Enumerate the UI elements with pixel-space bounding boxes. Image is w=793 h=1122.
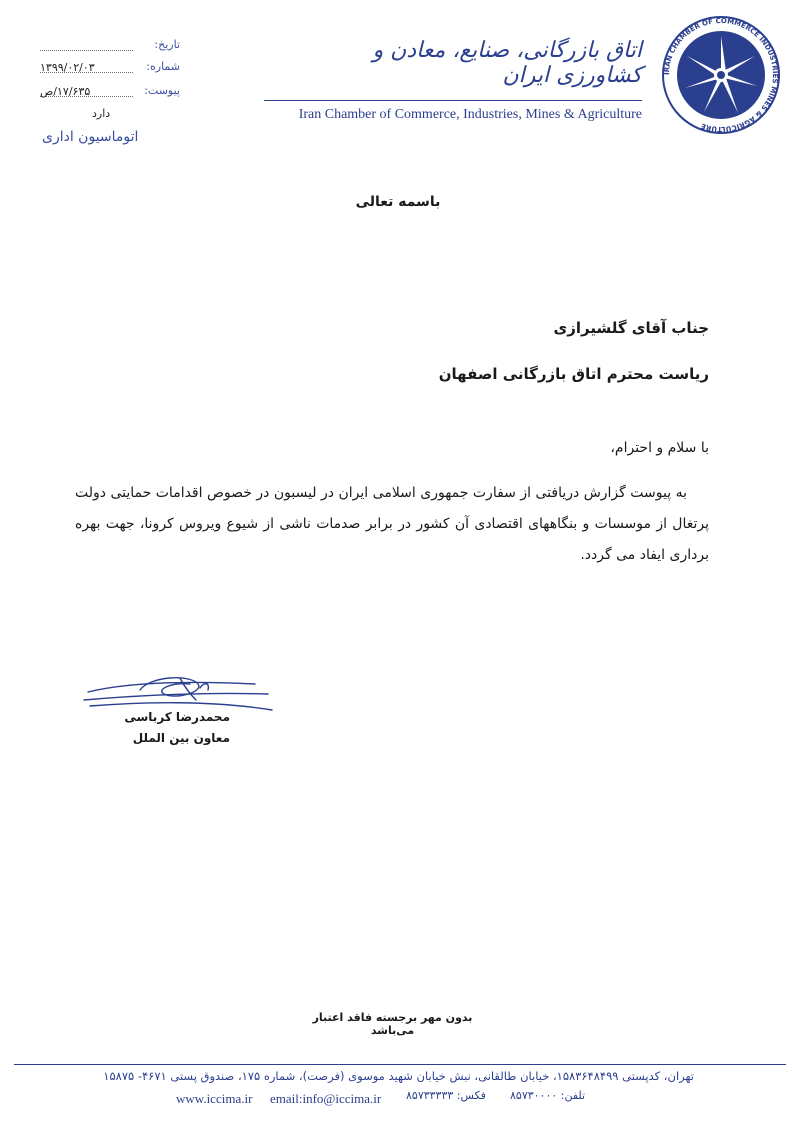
letter-body-paragraph: به پیوست گزارش دریافتی از سفارت جمهوری اسلامی ایران در لیسبون در خصوص اقدامات حمایتی دولت پرتغال از موسسات و بنگاههای اقتصادی آن کشور در برابر صدمات ناشی از شیوع ویروس کرونا، جهت بهره برداری ایفاد می گردد. (75, 485, 709, 563)
chamber-logo-icon (660, 14, 782, 136)
footer-address: تهران، کدپستی ۱۵۸۳۶۴۸۴۹۹، خیابان طالقانی، نبش خیابان شهید موسوی (فرصت)، شماره ۱۷۵، صندوق پستی ۴۶۷۱- ۱۵۸۷۵ (103, 1069, 694, 1083)
number-value: ۱۳۹۹/۰۲/۰۳ (40, 61, 95, 74)
footer-email: email:info@iccima.ir (270, 1091, 382, 1106)
brand-name-persian: اتاق بازرگانی، صنایع، معادن و کشاورزی ایران (372, 38, 642, 88)
attachment-dotted-line (40, 96, 133, 97)
addressee-name: جناب آقای گلشیرازی (553, 319, 709, 337)
number-label: شماره: (146, 60, 180, 73)
bismillah-heading: باسمه تعالی (355, 194, 441, 210)
footer-website: www.iccima.ir (176, 1091, 253, 1106)
attachment-label: پیوست: (144, 84, 180, 97)
brand-divider (264, 100, 642, 101)
date-label: تاریخ: (154, 38, 180, 51)
addressee-title: ریاست محترم اتاق بازرگانی اصفهان (438, 365, 709, 383)
number-dotted-line (40, 72, 133, 73)
office-automation-label: اتوماسیون اداری (42, 129, 139, 145)
footer-phone: تلفن: ۸۵۷۳۰۰۰۰ (510, 1089, 586, 1102)
validity-note: بدون مهر برجسته فاقد اعتبار می‌باشد (312, 1011, 473, 1037)
date-dotted-line (40, 50, 133, 51)
attachment-field (40, 84, 180, 100)
date-field (40, 38, 180, 54)
attachment-value: ۱۷/۶۳۵/ص (40, 85, 91, 98)
signer-name: محمدرضا کرباسی (124, 710, 230, 724)
signer-title: معاون بین الملل (132, 731, 230, 745)
number-field (40, 60, 180, 76)
has-attachment-text: دارد (92, 107, 111, 120)
logo-ring-text: IRAN CHAMBER OF COMMERCE INDUSTRIES MINES & AGRICULTURE (662, 16, 780, 134)
greeting: با سلام و احترام، (610, 440, 709, 456)
footer-divider (14, 1064, 786, 1065)
brand-name-english: Iran Chamber of Commerce, Industries, Mines & Agriculture (298, 107, 642, 122)
footer-fax: فکس: ۸۵۷۳۳۳۳۳ (406, 1089, 486, 1102)
